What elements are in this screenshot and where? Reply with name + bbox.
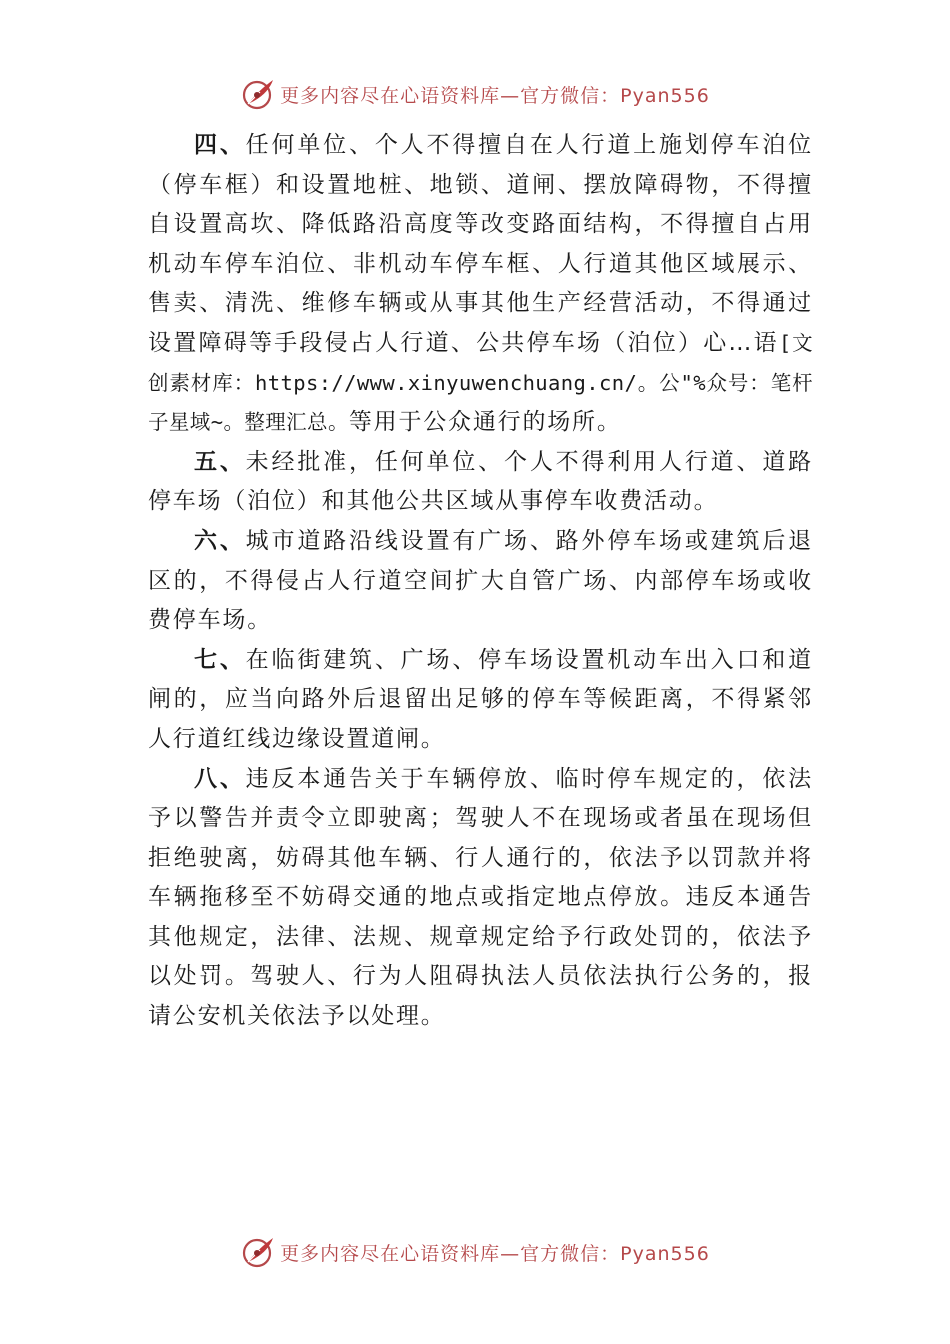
footer-watermark-text: 更多内容尽在心语资料库—官方微信：Pyan556 — [280, 1242, 710, 1265]
footer-watermark — [0, 1232, 950, 1272]
paragraph-6-number: 六、 — [194, 527, 246, 554]
paragraph-7 — [148, 641, 813, 760]
paragraph-5 — [148, 443, 813, 522]
paragraph-7-number: 七、 — [194, 646, 246, 673]
quill-pen-logo-icon — [240, 1234, 276, 1270]
paragraph-8-number: 八、 — [194, 765, 246, 792]
paragraph-8-text: 违反本通告关于车辆停放、临时停车规定的，依法予以警告并责令立即驶离；驾驶人不在现场或者虽在现场但拒绝驶离，妨碍其他车辆、行人通行的，依法予以罚款并将车辆拖移至不妨碍交通的地点或指定地点停放。违反本通告其他规定，法律、法规、规章规定给予行政处罚的，依法予以处罚。驾驶人、行为人阻碍执法人员依法执行公务的，报请公安机关依法予以处理。 — [148, 765, 813, 1030]
paragraph-7-text: 在临街建筑、广场、停车场设置机动车出入口和道闸的，应当向路外后退留出足够的停车等候距离，不得紧邻人行道红线边缘设置道闸。 — [148, 646, 813, 752]
paragraph-5-number: 五、 — [194, 448, 246, 475]
paragraph-4-text: 任何单位、个人不得擅自在人行道上施划停车泊位（停车框）和设置地桩、地锁、道闸、摆放障碍物，不得擅自设置高坎、降低路沿高度等改变路面结构，不得擅自占用机动车停车泊位、非机动车停车框、人行道其他区域展示、售卖、清洗、维修车辆或从事其他生产经营活动，不得通过设置障碍等手段侵占人行道、公共停车场（泊位）心…语 — [148, 132, 813, 356]
paragraph-4 — [148, 126, 813, 443]
paragraph-4-number: 四、 — [194, 132, 246, 158]
paragraph-4-inline-note: [文创素材库：https://www.xinyuwenchuang.cn/。公"%众号：笔杆子星域~。整理汇总。 — [148, 330, 814, 435]
paragraph-5-text: 未经批准，任何单位、个人不得利用人行道、道路停车场（泊位）和其他公共区域从事停车收费活动。 — [148, 448, 813, 515]
paragraph-6 — [148, 522, 813, 641]
document-body — [148, 126, 813, 1037]
paragraph-4-tail: 等用于公众通行的场所。 — [348, 409, 622, 436]
header-watermark — [0, 74, 950, 114]
paragraph-6-text: 城市道路沿线设置有广场、路外停车场或建筑后退区的，不得侵占人行道空间扩大自管广场、内部停车场或收费停车场。 — [148, 527, 813, 634]
header-watermark-text: 更多内容尽在心语资料库—官方微信：Pyan556 — [280, 84, 710, 107]
paragraph-8 — [148, 760, 813, 1037]
quill-pen-logo-icon — [240, 76, 276, 112]
